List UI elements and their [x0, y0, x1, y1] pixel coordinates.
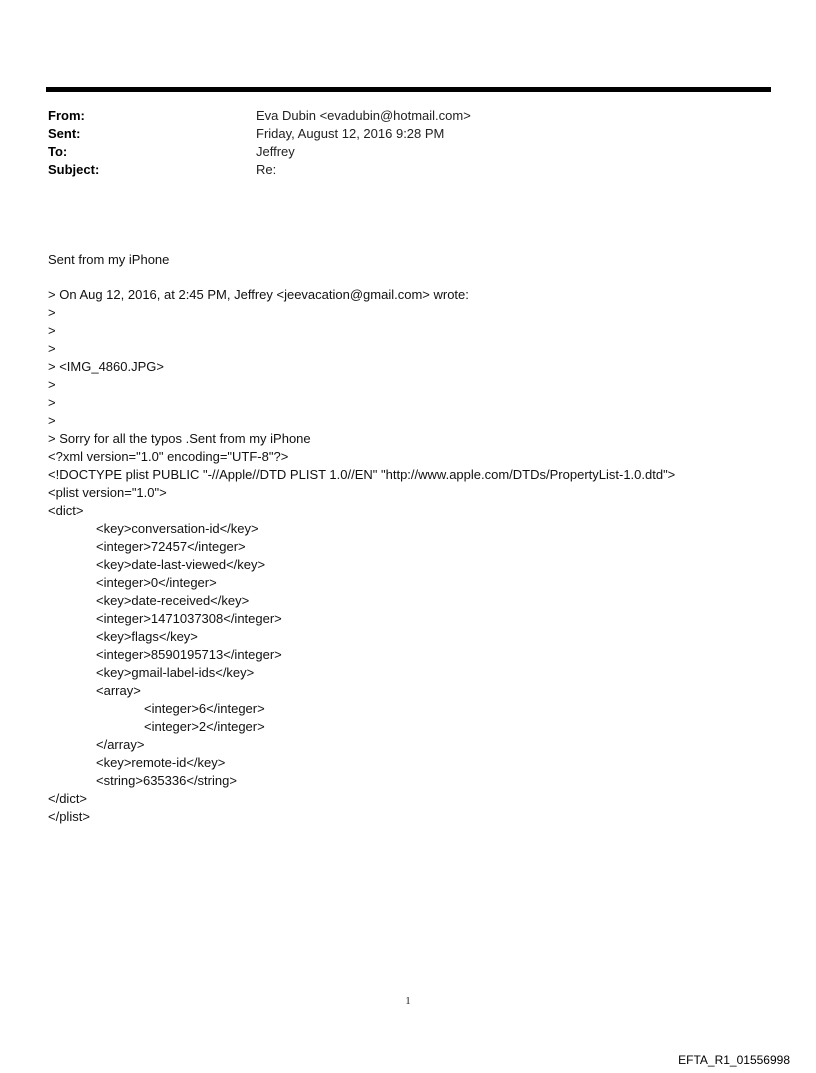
quoted-line: > [48, 323, 56, 338]
plist-line: <integer>0</integer> [96, 575, 217, 590]
bates-number: EFTA_R1_01556998 [678, 1053, 790, 1067]
plist-line: <integer>72457</integer> [96, 539, 246, 554]
quoted-line: > [48, 413, 56, 428]
plist-line: <integer>6</integer> [144, 701, 265, 716]
quoted-line: > [48, 341, 56, 356]
sent-label: Sent: [48, 126, 81, 141]
to-value: Jeffrey [256, 144, 295, 159]
plist-line: <key>gmail-label-ids</key> [96, 665, 255, 680]
from-label: From: [48, 108, 85, 123]
subject-label: Subject: [48, 162, 100, 177]
plist-line: <key>conversation-id</key> [96, 521, 259, 536]
header-divider [46, 87, 771, 92]
plist-line: </dict> [48, 791, 88, 806]
plist-line: <?xml version="1.0" encoding="UTF-8"?> [48, 449, 289, 464]
to-label: To: [48, 144, 68, 159]
plist-line: <key>date-last-viewed</key> [96, 557, 266, 572]
plist-line: </array> [96, 737, 145, 752]
page-number: 1 [405, 995, 411, 1007]
quoted-line: > [48, 377, 56, 392]
plist-line: <key>date-received</key> [96, 593, 250, 608]
paragraph-gap [48, 269, 788, 286]
plist-line: <integer>1471037308</integer> [96, 611, 282, 626]
plist-line: <key>flags</key> [96, 629, 198, 644]
plist-line: <plist version="1.0"> [48, 485, 167, 500]
from-row [48, 107, 748, 125]
plist-block [48, 448, 788, 826]
sent-row [48, 125, 748, 143]
quoted-line: > [48, 395, 56, 410]
plist-line: <key>remote-id</key> [96, 755, 226, 770]
sent-value: Friday, August 12, 2016 9:28 PM [256, 126, 445, 141]
quoted-line: > <IMG_4860.JPG> [48, 359, 164, 374]
plist-line: <string>635336</string> [96, 773, 237, 788]
plist-line: <integer>2</integer> [144, 719, 265, 734]
signature-line: Sent from my iPhone [48, 252, 170, 267]
plist-line: <dict> [48, 503, 84, 518]
from-value: Eva Dubin <evadubin@hotmail.com> [256, 108, 471, 123]
to-row [48, 143, 748, 161]
plist-line: <integer>8590195713</integer> [96, 647, 282, 662]
plist-line: <array> [96, 683, 141, 698]
subject-row [48, 161, 748, 179]
quoted-line: > [48, 305, 56, 320]
quoted-line: > Sorry for all the typos .Sent from my iPhone [48, 431, 311, 446]
quoted-message [48, 286, 788, 448]
plist-line: <!DOCTYPE plist PUBLIC "-//Apple//DTD PLIST 1.0//EN" "http://www.apple.com/DTDs/PropertyList-1.0.dtd"> [48, 467, 676, 482]
plist-line: </plist> [48, 809, 90, 824]
subject-value: Re: [256, 162, 277, 177]
email-body [48, 251, 788, 826]
email-header [48, 107, 748, 179]
quoted-line: > On Aug 12, 2016, at 2:45 PM, Jeffrey <jeevacation@gmail.com> wrote: [48, 287, 469, 302]
